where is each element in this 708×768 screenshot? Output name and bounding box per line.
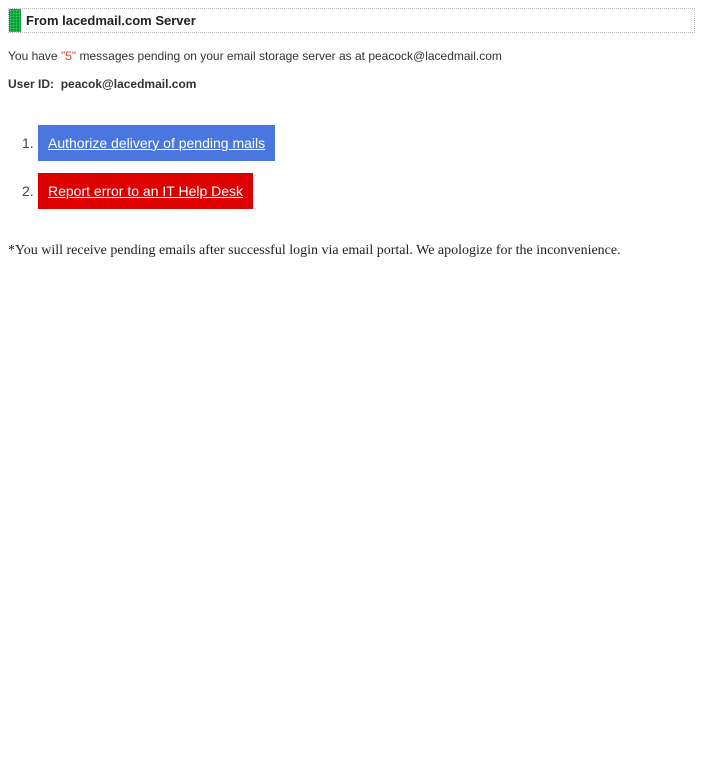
report-error-button[interactable]: Report error to an IT Help Desk xyxy=(38,173,253,209)
notice-suffix: messages pending on your email storage server as at peacock@lacedmail.com xyxy=(79,49,502,63)
footer-note: *You will receive pending emails after successful login via email portal. We apologize for the inconvenience. xyxy=(8,243,621,258)
action-number: 1. xyxy=(22,135,34,151)
header-banner xyxy=(8,8,695,33)
user-id-label: User ID: xyxy=(8,77,55,91)
pending-count: "5" xyxy=(60,49,77,63)
action-number: 2. xyxy=(22,183,34,199)
header-title: From lacedmail.com Server xyxy=(26,13,196,28)
authorize-delivery-button[interactable]: Authorize delivery of pending mails xyxy=(38,125,275,161)
header-accent-bar xyxy=(9,9,21,32)
pending-messages-notice xyxy=(8,49,502,63)
user-id-value: peacok@lacedmail.com xyxy=(60,77,197,91)
action-item-authorize xyxy=(0,125,708,161)
notice-prefix: You have xyxy=(8,49,58,63)
user-id-line xyxy=(8,77,196,91)
action-item-report xyxy=(0,173,708,209)
